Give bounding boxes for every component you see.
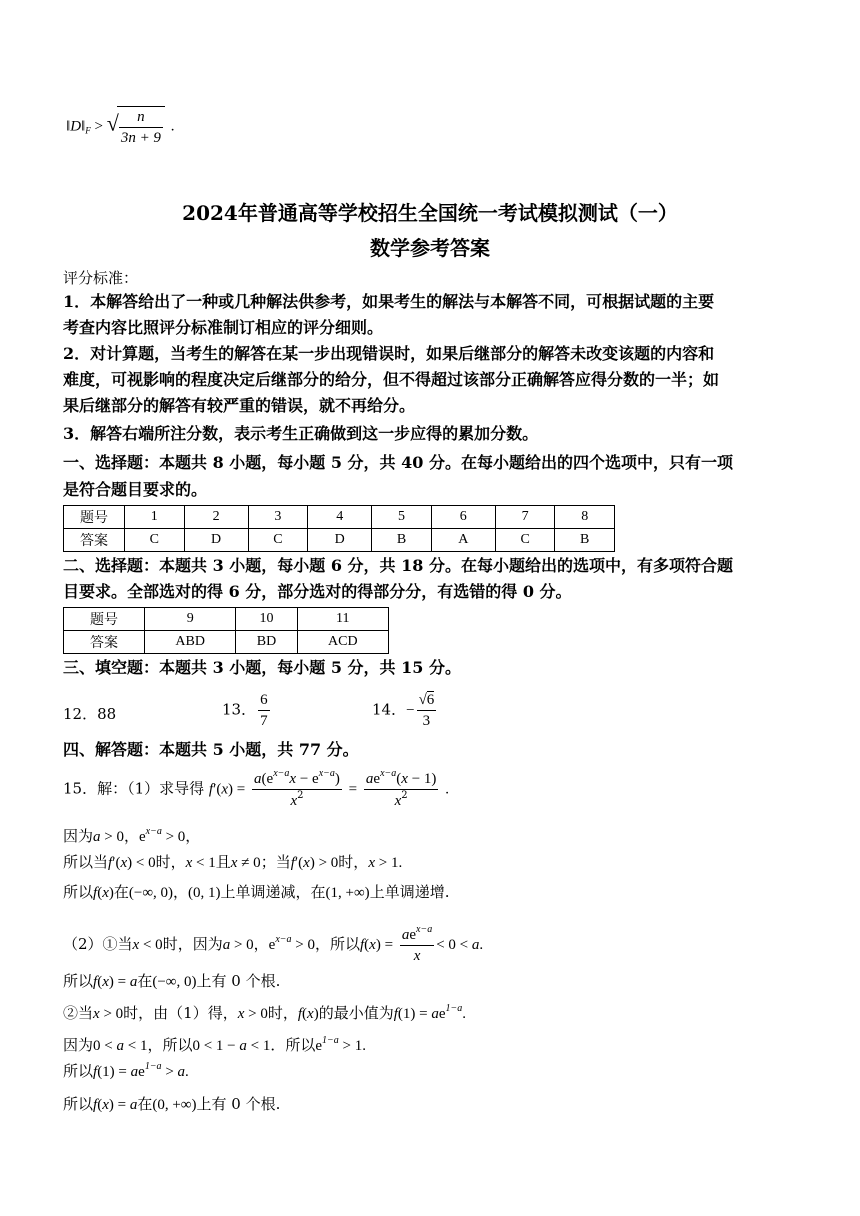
section3-heading: 三、填空题：本题共 3 小题，每小题 5 分，共 15 分。	[63, 658, 461, 677]
q15-line-i: 所以$f(1) = ae^{1-a} > a$.	[63, 1061, 189, 1080]
q15-derivative: 15．解：（1）求导得 f′(x) = $\frac{a(e^{x-a}x - e^{x-a})}{x^2}$ = $\frac{ae^{x-a}(x - 1)}{x^2}$ .	[63, 768, 449, 809]
table-row: 答案 C D C D B A C B	[64, 529, 615, 552]
grading-item-2c: 果后继部分的解答有较严重的错误，就不再给分。	[63, 396, 416, 415]
section1-answer-table	[63, 505, 615, 552]
q15-line-g: ②当x > 0时，由（1）得，x > 0时，f(x)的最小值为$f(1) = ae^{1-a}$.	[63, 1003, 467, 1022]
answer-14: 14．− $\frac{√6}{3}$	[372, 692, 435, 729]
q15-line-h: 因为0 < a < 1，所以0 < 1 − a < 1．所以$e^{1-a} > 1$.	[63, 1035, 367, 1054]
table-row: 题号 9 10 11	[64, 608, 389, 631]
section2-heading-a: 二、选择题：本题共 3 小题，每小题 6 分，共 18 分。在每小题给出的选项中，有多项符合题	[63, 556, 733, 575]
grading-item-1b: 考查内容比照评分标准制订相应的评分细则。	[63, 318, 384, 337]
section1-heading-b: 是符合题目要求的。	[63, 480, 208, 499]
grading-item-3: 3．解答右端所注分数，表示考生正确做到这一步应得的累加分数。	[63, 424, 539, 443]
q15-line-c: 所以当f′(x) < 0时，x < 1且x ≠ 0；当f′(x) > 0时，x > 1.	[63, 853, 403, 871]
section2-answer-table	[63, 607, 389, 654]
formula-lhs: ‖D‖	[66, 118, 86, 135]
top-formula: $‖D‖_F$ > √ $\frac{n}{3n + 9}$ .	[66, 106, 174, 148]
answer-12: 12．88	[63, 705, 117, 723]
q15-line-b: 因为a > 0，$e^{x-a} > 0$，	[63, 826, 201, 845]
q15-line-d: 所以f(x)在(−∞, 0)，(0, 1)上单调递减，在(1, +∞)上单调递增.	[63, 883, 450, 901]
answer-13: 13． $\frac{6}{7}$	[222, 692, 268, 729]
grading-item-2b: 难度，可视影响的程度决定后继部分的给分，但不得超过该部分正确解答应得分数的一半；如	[63, 370, 720, 389]
grading-label: 评分标准：	[63, 269, 139, 287]
section2-heading-b: 目要求。全部选对的得 6 分，部分选对的得部分分，有选错的得 0 分。	[63, 582, 572, 601]
page-title: 2024年普通高等学校招生全国统一考试模拟测试（一）	[182, 201, 678, 225]
grading-item-2a: 2．对计算题，当考生的解答在某一步出现错误时，如果后继部分的解答未改变该题的内容和	[63, 344, 715, 363]
section4-heading: 四、解答题：本题共 5 小题，共 77 分。	[63, 740, 359, 759]
grading-item-1a: 1．本解答给出了一种或几种解法供参考，如果考生的解法与本解答不同，可根据试题的主要	[63, 292, 715, 311]
table-row: 答案 ABD BD ACD	[64, 631, 389, 654]
page-subtitle: 数学参考答案	[370, 236, 490, 260]
q15-line-e: （2）①当x < 0时，因为a > 0，$e^{x-a} > 0$，所以f(x) = $\frac{ae^{x-a}}{x}$ < 0 < a.	[63, 924, 484, 964]
q15-line-j: 所以f(x) = a在(0, +∞)上有 0 个根.	[63, 1095, 281, 1113]
q15-line-f: 所以f(x) = a在(−∞, 0)上有 0 个根.	[63, 972, 281, 990]
section1-heading-a: 一、选择题：本题共 8 小题，每小题 5 分，共 40 分。在每小题给出的四个选项中，只有一项	[63, 453, 733, 472]
table-row: 题号 1 2 3 4 5 6 7 8	[64, 506, 615, 529]
